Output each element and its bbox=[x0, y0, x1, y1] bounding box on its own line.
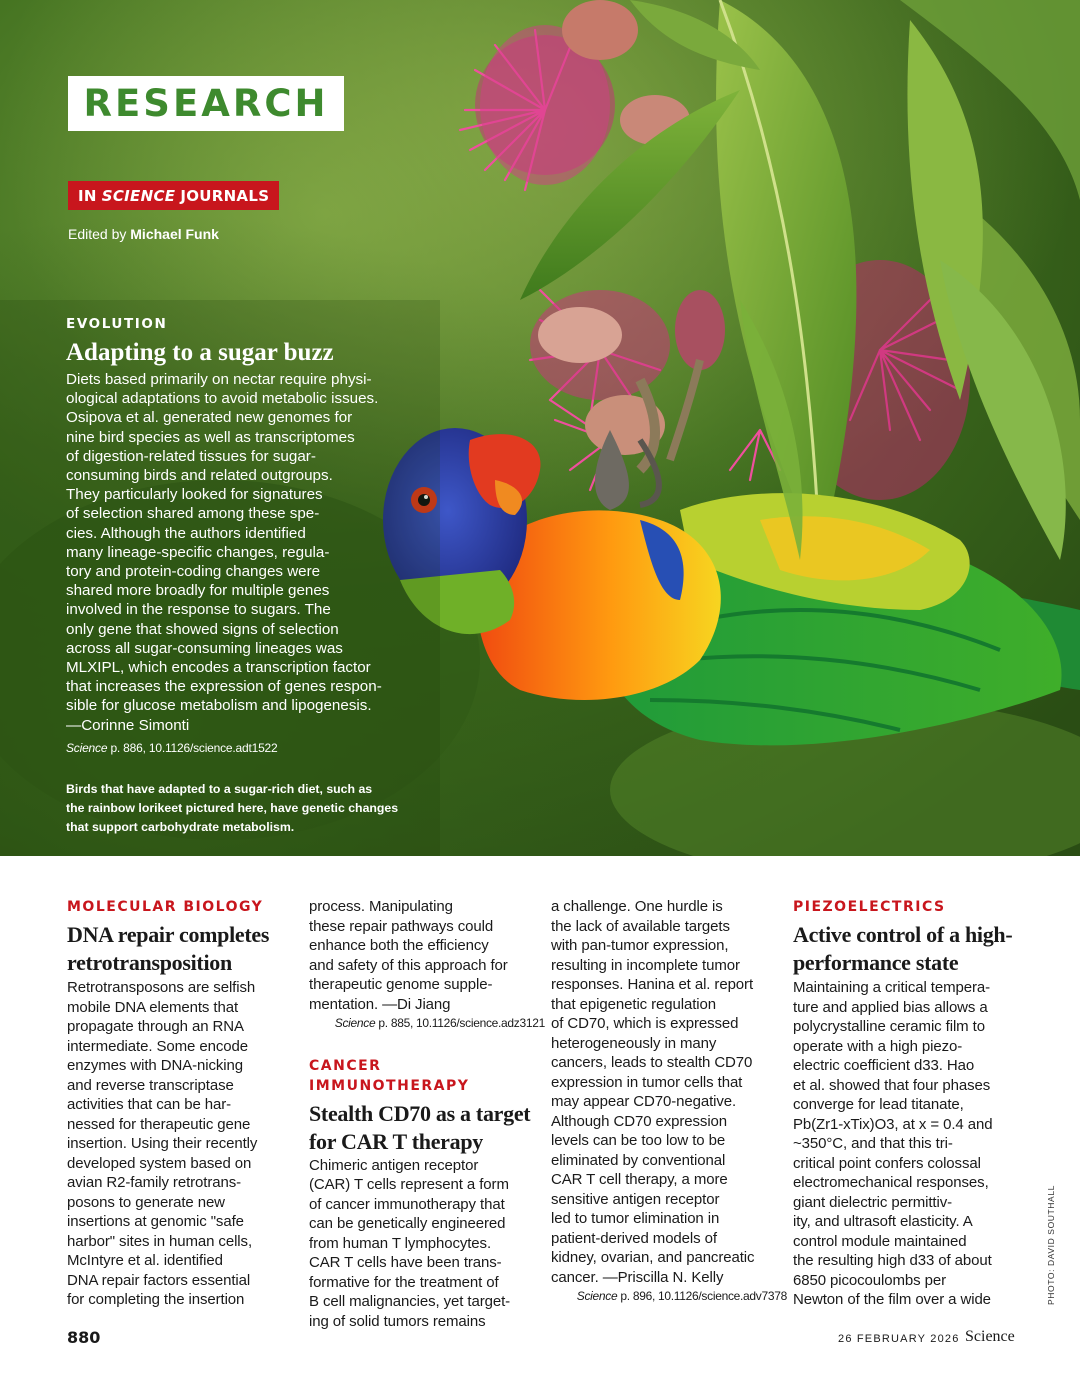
body-line: DNA repair factors essential bbox=[67, 1271, 251, 1289]
body-line: of selection shared among these spe- bbox=[66, 505, 320, 523]
column-badge-journal: SCIENCE bbox=[101, 186, 176, 205]
body-line: (CAR) T cells represent a form bbox=[309, 1176, 509, 1193]
body-line: intermediate. Some encode bbox=[67, 1037, 248, 1055]
article-headline: Adapting to a sugar buzz bbox=[66, 339, 334, 366]
article-body bbox=[66, 370, 411, 735]
citation-journal: Science bbox=[334, 1016, 376, 1030]
body-line: McIntyre et al. identified bbox=[67, 1252, 223, 1269]
body-line: involved in the response to sugars. The bbox=[66, 601, 331, 619]
body-line: insertions at genomic "safe bbox=[67, 1213, 244, 1230]
body-line: the lack of available targets bbox=[551, 917, 730, 935]
body-line: avian R2-family retrotrans- bbox=[67, 1174, 242, 1191]
editor-prefix: Edited by bbox=[68, 226, 127, 242]
body-line: 6850 picocoulombs per bbox=[793, 1271, 946, 1289]
body-line: formative for the treatment of bbox=[309, 1273, 499, 1291]
article-kicker-cancer-immunotherapy: CANCER IMMUNOTHERAPY bbox=[309, 1057, 470, 1094]
body-line: many lineage-specific changes, regula- bbox=[66, 543, 330, 561]
article-kicker: PIEZOELECTRICS bbox=[793, 899, 946, 915]
body-line: the rainbow lorikeet pictured here, have genetic changes bbox=[66, 801, 399, 816]
feature-article-evolution bbox=[66, 316, 411, 755]
citation-reference: p. 886, 10.1126/science.adt1522 bbox=[110, 740, 278, 755]
body-line: critical point confers colossal bbox=[793, 1154, 981, 1172]
column-2 bbox=[309, 897, 545, 1331]
body-line: polycrystalline ceramic film to bbox=[793, 1018, 985, 1035]
body-line: therapeutic genome supple- bbox=[309, 976, 493, 993]
article-citation bbox=[309, 1014, 545, 1034]
body-line: mobile DNA elements that bbox=[67, 998, 239, 1016]
body-line: eliminated by conventional bbox=[551, 1151, 726, 1169]
body-line: giant dielectric permittiv- bbox=[793, 1193, 953, 1211]
body-line: only gene that showed signs of selection bbox=[66, 620, 339, 638]
headline-line: Active control of a high- bbox=[793, 922, 1013, 947]
article-kicker: EVOLUTION bbox=[66, 316, 168, 332]
headline-line: retrotransposition bbox=[67, 950, 232, 975]
body-line: sible for glucose metabolism and lipogenesis. bbox=[66, 697, 372, 715]
photo-caption bbox=[66, 780, 399, 838]
body-line: of digestion-related tissues for sugar- bbox=[66, 447, 316, 465]
article-body bbox=[793, 978, 1029, 1310]
citation-reference: p. 885, 10.1126/science.adz3121 bbox=[378, 1016, 545, 1030]
body-line: of CD70, which is expressed bbox=[551, 1015, 739, 1032]
article-molecular-biology bbox=[67, 897, 303, 1310]
body-line: insertion. Using their recently bbox=[67, 1135, 258, 1152]
body-line: process. Manipulating bbox=[309, 898, 453, 915]
body-line: from human T lymphocytes. bbox=[309, 1234, 492, 1252]
body-line: expression in tumor cells that bbox=[551, 1073, 743, 1091]
body-line: et al. showed that four phases bbox=[793, 1076, 991, 1094]
body-line: electric coefficient d33. Hao bbox=[793, 1057, 975, 1074]
headline-line: DNA repair completes bbox=[67, 922, 270, 947]
body-line: ity, and ultrasoft elasticity. A bbox=[793, 1213, 973, 1230]
body-line: of cancer immunotherapy that bbox=[309, 1195, 505, 1213]
body-line: with pan-tumor expression, bbox=[551, 937, 729, 954]
column-badge bbox=[68, 181, 279, 210]
body-line: shared more broadly for multiple genes bbox=[66, 582, 330, 600]
body-line: nine bird species as well as transcriptomes bbox=[66, 428, 355, 446]
article-headline bbox=[793, 921, 1029, 977]
page-number: 880 bbox=[67, 1328, 101, 1347]
body-line: nessed for therapeutic gene bbox=[67, 1115, 251, 1133]
body-line: cies. Although the authors identified bbox=[66, 524, 306, 542]
citation-journal: Science bbox=[576, 1289, 618, 1303]
body-line: operate with a high piezo- bbox=[793, 1037, 963, 1055]
body-line: resulting in incomplete tumor bbox=[551, 956, 740, 974]
body-line: Diets based primarily on nectar require physi- bbox=[66, 371, 372, 388]
article-body bbox=[309, 1156, 545, 1332]
body-line: ological adaptations to avoid metabolic issues. bbox=[66, 390, 379, 408]
journal-name: Science bbox=[965, 1328, 1015, 1345]
body-line: cancers, leads to stealth CD70 bbox=[551, 1054, 753, 1071]
article-citation bbox=[551, 1287, 787, 1307]
body-line: B cell malignancies, yet target- bbox=[309, 1293, 511, 1310]
body-line: consuming birds and related outgroups. bbox=[66, 467, 333, 485]
editor-credit bbox=[68, 226, 219, 242]
body-line: activities that can be har- bbox=[67, 1096, 232, 1113]
article-body-continued bbox=[551, 897, 787, 1287]
body-line: led to tumor elimination in bbox=[551, 1210, 720, 1227]
body-line: and safety of this approach for bbox=[309, 956, 508, 974]
body-line: patient-derived models of bbox=[551, 1229, 717, 1247]
editor-name: Michael Funk bbox=[130, 226, 219, 242]
body-line: a challenge. One hurdle is bbox=[551, 898, 723, 915]
body-line: that epigenetic regulation bbox=[551, 995, 717, 1013]
body-line: Osipova et al. generated new genomes for bbox=[66, 409, 353, 427]
article-headline bbox=[309, 1100, 545, 1156]
body-line: the resulting high d33 of about bbox=[793, 1252, 992, 1269]
body-line: sensitive antigen receptor bbox=[551, 1190, 720, 1208]
body-line: that increases the expression of genes respon- bbox=[66, 678, 382, 696]
body-line: Chimeric antigen receptor bbox=[309, 1156, 479, 1174]
article-headline bbox=[67, 921, 303, 977]
body-line: propagate through an RNA bbox=[67, 1018, 244, 1035]
body-line: electromechanical responses, bbox=[793, 1174, 989, 1191]
body-line: Retrotransposons are selfish bbox=[67, 979, 256, 996]
body-line: may appear CD70-negative. bbox=[551, 1093, 737, 1110]
section-title-research: RESEARCH bbox=[68, 76, 344, 131]
body-line: control module maintained bbox=[793, 1232, 967, 1250]
body-line: Although CD70 expression bbox=[551, 1112, 728, 1130]
body-line: heterogeneously in many bbox=[551, 1034, 717, 1052]
body-line: ture and applied bias allows a bbox=[793, 998, 988, 1016]
body-line: levels can be too low to be bbox=[551, 1132, 726, 1149]
column-3 bbox=[551, 897, 787, 1307]
body-line: Pb(Zr1-xTix)O3, at x = 0.4 and bbox=[793, 1115, 993, 1133]
body-line: for completing the insertion bbox=[67, 1291, 245, 1308]
body-line: ~350°C, and that this tri- bbox=[793, 1135, 953, 1152]
body-line: CAR T cell therapy, a more bbox=[551, 1171, 728, 1188]
column-badge-suffix: JOURNALS bbox=[180, 186, 270, 205]
photo-credit: PHOTO: DAVID SOUTHALL bbox=[1046, 1185, 1056, 1305]
body-line: responses. Hanina et al. report bbox=[551, 976, 754, 993]
article-piezoelectrics bbox=[793, 897, 1029, 1310]
column-badge-prefix: IN bbox=[78, 186, 97, 205]
body-line: harbor" sites in human cells, bbox=[67, 1232, 253, 1250]
article-citation bbox=[66, 741, 411, 755]
body-line: and reverse transcriptase bbox=[67, 1076, 234, 1094]
body-line: enzymes with DNA-nicking bbox=[67, 1057, 243, 1074]
headline-line: for CAR T therapy bbox=[309, 1128, 483, 1154]
body-line: kidney, ovarian, and pancreatic bbox=[551, 1249, 755, 1266]
body-line: Newton of the film over a wide bbox=[793, 1291, 991, 1308]
body-line: that support carbohydrate metabolism. bbox=[66, 820, 295, 835]
body-line: across all sugar-consuming lineages was bbox=[66, 639, 343, 657]
body-line: posons to generate new bbox=[67, 1193, 225, 1211]
article-body bbox=[67, 978, 303, 1310]
body-line: can be genetically engineered bbox=[309, 1215, 506, 1232]
body-line: cancer. —Priscilla N. Kelly bbox=[551, 1268, 724, 1286]
body-line: developed system based on bbox=[67, 1154, 252, 1172]
body-line: Birds that have adapted to a sugar-rich diet, such as bbox=[66, 782, 373, 796]
body-line: converge for lead titanate, bbox=[793, 1096, 964, 1113]
headline-line: Stealth CD70 as a target bbox=[309, 1100, 531, 1126]
body-line: these repair pathways could bbox=[309, 917, 494, 935]
body-line: mentation. —Di Jiang bbox=[309, 995, 451, 1013]
citation-reference: p. 896, 10.1126/science.adv7378 bbox=[620, 1289, 787, 1303]
body-line: They particularly looked for signatures bbox=[66, 486, 323, 504]
body-line: Maintaining a critical tempera- bbox=[793, 979, 990, 996]
article-kicker: MOLECULAR BIOLOGY bbox=[67, 899, 264, 915]
body-line: —Corinne Simonti bbox=[66, 716, 190, 734]
headline-line: performance state bbox=[793, 950, 959, 975]
body-line: ing of solid tumors remains bbox=[309, 1312, 486, 1330]
body-line: MLXIPL, which encodes a transcription factor bbox=[66, 659, 371, 677]
citation-journal: Science bbox=[66, 740, 108, 755]
body-line: enhance both the efficiency bbox=[309, 937, 489, 954]
article-body-continued bbox=[309, 897, 545, 1014]
body-line: tory and protein-coding changes were bbox=[66, 563, 321, 581]
body-line: CAR T cells have been trans- bbox=[309, 1254, 502, 1271]
issue-date: 26 FEBRUARY 2026 bbox=[838, 1333, 960, 1345]
